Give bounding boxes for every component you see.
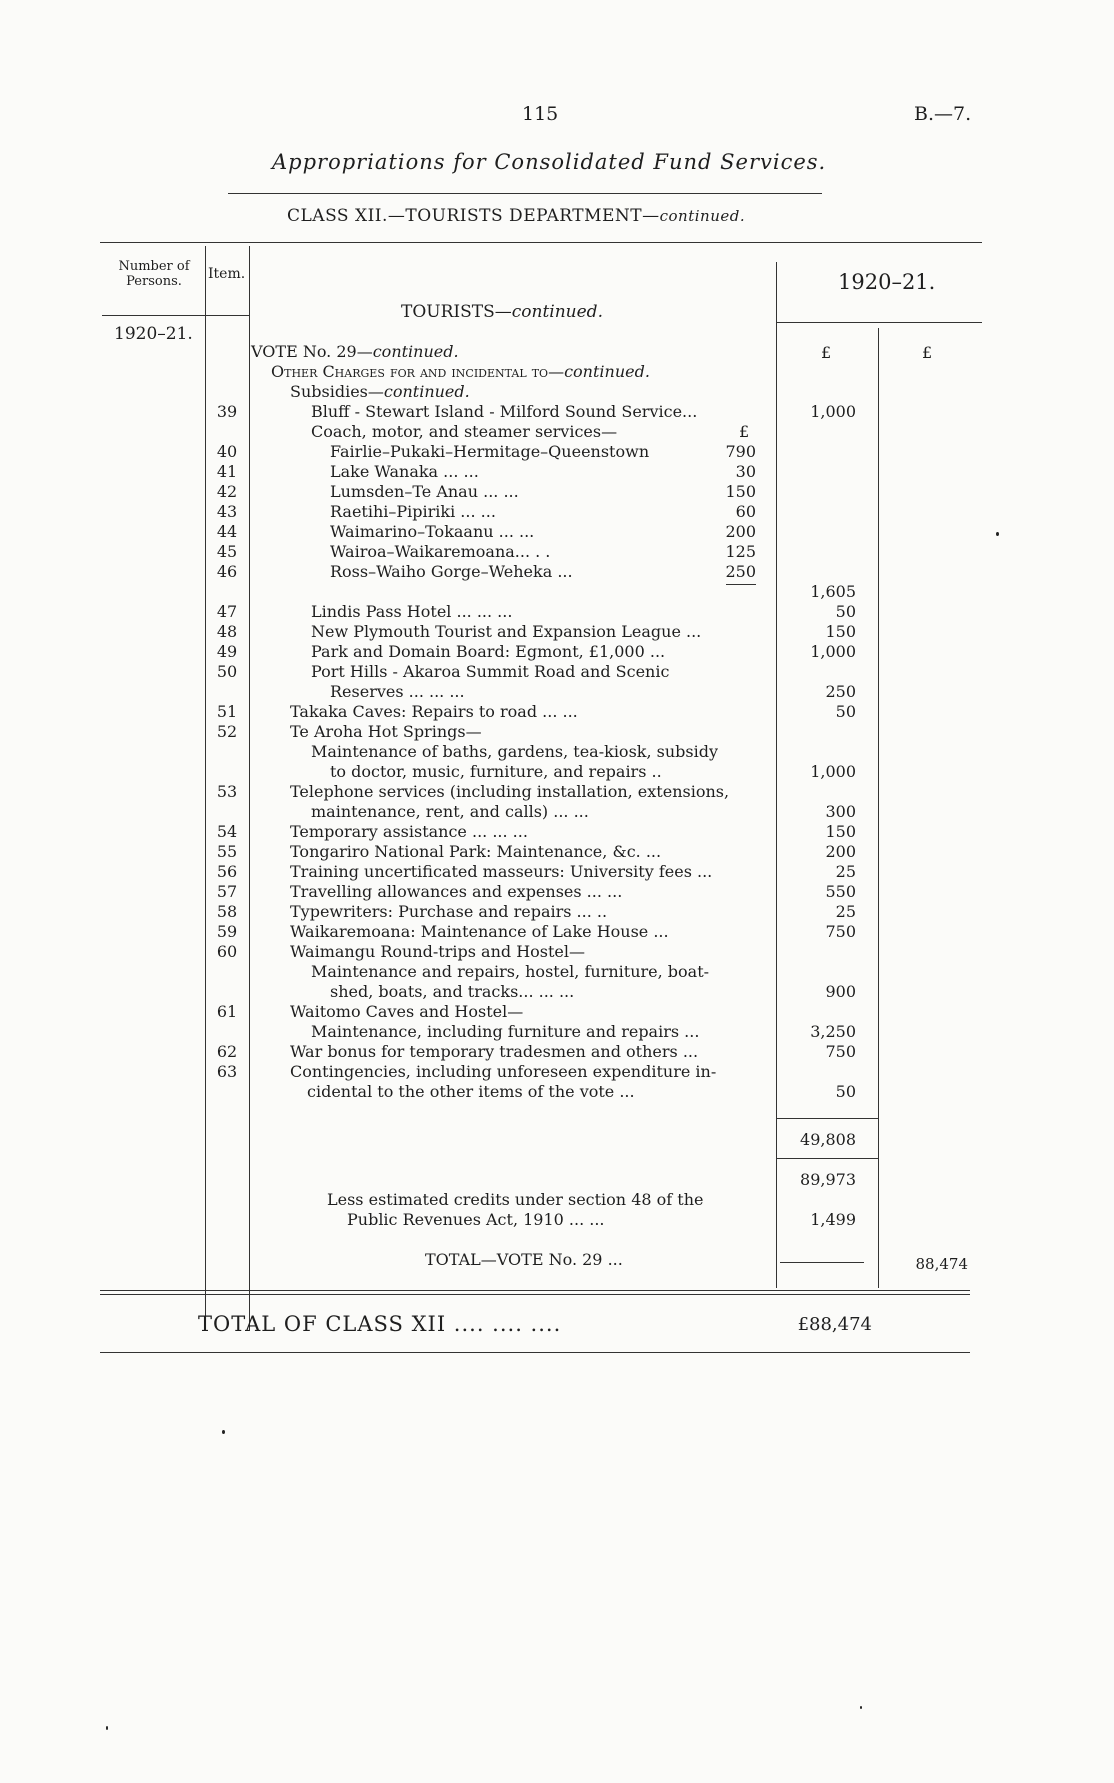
item-description: Temporary assistance ... ... ... [290, 822, 528, 841]
item-description: Contingencies, including unforeseen expenditure in- [290, 1062, 717, 1081]
item-number: 54 [216, 822, 238, 841]
subsidies-heading-text: Subsidies— [290, 382, 384, 401]
item-description: Maintenance, including furniture and repairs ... [311, 1022, 700, 1041]
item-description: Raetihi–Pipiriki ... ... [330, 502, 496, 521]
vote-label-continued: continued. [372, 342, 459, 361]
item-number: 56 [216, 862, 238, 881]
item-number: 58 [216, 902, 238, 921]
item-number: 55 [216, 842, 238, 861]
item-amount: 1,000 [810, 762, 856, 781]
page-title: Appropriations for Consolidated Fund Services. [272, 150, 827, 174]
charges-heading-text: Other Charges for and incidental to— [271, 362, 565, 381]
item-description: Lake Wanaka ... ... [330, 462, 479, 481]
item-description: Maintenance and repairs, hostel, furniture, boat- [311, 962, 710, 981]
item-amount: 50 [835, 602, 856, 621]
table-bottom-rule-1 [100, 1290, 970, 1291]
item-amount: 1,605 [810, 582, 856, 601]
item-amount: 550 [825, 882, 856, 901]
credits-line-1: Less estimated credits under section 48 of the [327, 1190, 704, 1209]
class-total-rule [100, 1352, 970, 1353]
class-total-amount: £88,474 [797, 1314, 872, 1335]
item-number: 43 [216, 502, 238, 521]
item-number: 59 [216, 922, 238, 941]
item-description: Waimangu Round-trips and Hostel— [290, 942, 586, 961]
amount-total-divider [878, 328, 879, 1288]
item-number: 42 [216, 482, 238, 501]
item-description: Te Aroha Hot Springs— [290, 722, 482, 741]
class-total-label: TOTAL OF CLASS XII .... .... .... [198, 1312, 562, 1336]
coach-service-amount: 30 [735, 462, 756, 481]
title-rule [228, 193, 822, 194]
coach-service-amount: 200 [725, 522, 756, 541]
item-description: Waitomo Caves and Hostel— [290, 1002, 524, 1021]
item-description: Maintenance of baths, gardens, tea-kiosk, subsidy [311, 742, 719, 761]
item-description: Telephone services (including installation, extensions, [290, 782, 730, 801]
item-number: 47 [216, 602, 238, 621]
table-bottom-rule-2 [100, 1294, 970, 1295]
item-number: 41 [216, 462, 238, 481]
credits-line-2: Public Revenues Act, 1910 ... ... [347, 1210, 605, 1229]
item-number: 40 [216, 442, 238, 461]
coach-pound-sign: £ [739, 422, 750, 441]
item-description: Bluff - Stewart Island - Milford Sound Service... [311, 402, 698, 421]
item-amount: 900 [825, 982, 856, 1001]
item-number: 44 [216, 522, 238, 541]
item-description: New Plymouth Tourist and Expansion League ... [311, 622, 702, 641]
section-heading-continued: continued. [511, 302, 603, 322]
pound-sign-total: £ [922, 343, 933, 362]
credits-amount: 1,499 [810, 1210, 856, 1229]
item-amount: 1,000 [810, 402, 856, 421]
item-description: Tongariro National Park: Maintenance, &c. ... [290, 842, 662, 861]
item-number: 60 [216, 942, 238, 961]
item-number: 63 [216, 1062, 238, 1081]
item-amount: 300 [825, 802, 856, 821]
item-description: Port Hills - Akaroa Summit Road and Scenic [311, 662, 670, 681]
item-amount: 150 [825, 822, 856, 841]
section-heading [401, 302, 603, 322]
item-description: Takaka Caves: Repairs to road ... ... [290, 702, 578, 721]
coach-service-amount: 150 [725, 482, 756, 501]
item-description: shed, boats, and tracks... ... ... [330, 982, 575, 1001]
subtotal-rule-top [776, 1118, 878, 1119]
item-number: 50 [216, 662, 238, 681]
subsidies-heading [290, 382, 470, 402]
item-amount: 250 [825, 682, 856, 701]
subtotal-amount: 49,808 [800, 1130, 856, 1149]
item-number: 62 [216, 1042, 238, 1061]
charges-heading [271, 362, 650, 382]
item-description: Lindis Pass Hotel ... ... ... [311, 602, 513, 621]
charges-heading-continued: continued. [564, 362, 650, 381]
item-amount: 200 [825, 842, 856, 861]
item-description: maintenance, rent, and calls) ... ... [311, 802, 589, 821]
table-top-rule [100, 242, 982, 243]
section-heading-text: TOURISTS— [401, 302, 512, 322]
item-number: 61 [216, 1002, 238, 1021]
item-column-header: Item. [208, 266, 246, 282]
item-rule [205, 315, 249, 316]
item-description: Fairlie–Pukaki–Hermitage–Queenstown [330, 442, 650, 461]
item-description: Lumsden–Te Anau ... ... [330, 482, 519, 501]
subsidies-heading-continued: continued. [383, 382, 470, 401]
persons-column-header: Number of Persons. [118, 259, 190, 289]
document-reference: B.—7. [914, 103, 972, 125]
coach-subtotal-rule [726, 584, 756, 585]
margin-speck [860, 1706, 862, 1709]
item-description: Reserves ... ... ... [330, 682, 465, 701]
persons-item-divider [205, 246, 206, 1331]
item-amount: 750 [825, 922, 856, 941]
item-amount: 25 [835, 902, 856, 921]
gross-amount: 89,973 [800, 1170, 856, 1189]
item-number: 46 [216, 562, 238, 581]
item-number: 49 [216, 642, 238, 661]
coach-service-amount: 250 [725, 562, 756, 581]
coach-service-amount: 125 [725, 542, 756, 561]
item-text-divider [249, 246, 250, 1331]
persons-rule [102, 315, 205, 316]
persons-year: 1920–21. [114, 324, 193, 344]
item-description: cidental to the other items of the vote ... [307, 1082, 635, 1101]
vote-label-text: VOTE No. 29— [251, 342, 373, 361]
margin-speck [222, 1430, 225, 1434]
item-number: 48 [216, 622, 238, 641]
item-amount: 3,250 [810, 1022, 856, 1041]
subtotal-rule-bottom [776, 1158, 878, 1159]
page-number: 115 [522, 103, 559, 125]
pound-sign-amount: £ [821, 343, 832, 362]
class-heading [287, 206, 745, 226]
item-description: Ross–Waiho Gorge–Weheka ... [330, 562, 573, 581]
item-number: 39 [216, 402, 238, 421]
item-number: 52 [216, 722, 238, 741]
coach-service-amount: 60 [735, 502, 756, 521]
year-rule [776, 322, 982, 323]
item-description: Training uncertificated masseurs: University fees ... [290, 862, 713, 881]
item-number: 51 [216, 702, 238, 721]
item-description: Travelling allowances and expenses ... ... [290, 882, 623, 901]
item-number: 53 [216, 782, 238, 801]
item-amount: 750 [825, 1042, 856, 1061]
item-description: War bonus for temporary tradesmen and others ... [290, 1042, 699, 1061]
item-description: to doctor, music, furniture, and repairs .. [330, 762, 662, 781]
item-description: Wairoa–Waikaremoana... . . [330, 542, 551, 561]
item-description: Waikaremoana: Maintenance of Lake House ... [290, 922, 669, 941]
item-amount: 150 [825, 622, 856, 641]
vote-total-dash [780, 1262, 864, 1263]
vote-total-label: TOTAL—VOTE No. 29 ... [425, 1250, 623, 1269]
item-description: Typewriters: Purchase and repairs ... .. [290, 902, 608, 921]
vote-label [251, 342, 459, 362]
item-number: 57 [216, 882, 238, 901]
item-amount: 1,000 [810, 642, 856, 661]
year-column-header: 1920–21. [838, 270, 936, 294]
item-amount: 50 [835, 702, 856, 721]
class-heading-text: CLASS XII.—TOURISTS DEPARTMENT— [287, 206, 660, 226]
coach-service-amount: 790 [725, 442, 756, 461]
vote-total-amount: 88,474 [915, 1255, 968, 1273]
item-description: Coach, motor, and steamer services— [311, 422, 618, 441]
item-amount: 50 [835, 1082, 856, 1101]
item-amount: 25 [835, 862, 856, 881]
item-number: 45 [216, 542, 238, 561]
item-description: Waimarino–Tokaanu ... ... [330, 522, 535, 541]
class-heading-continued: continued. [659, 207, 746, 225]
margin-speck [996, 532, 999, 536]
margin-speck [106, 1726, 108, 1730]
item-description: Park and Domain Board: Egmont, £1,000 ... [311, 642, 666, 661]
